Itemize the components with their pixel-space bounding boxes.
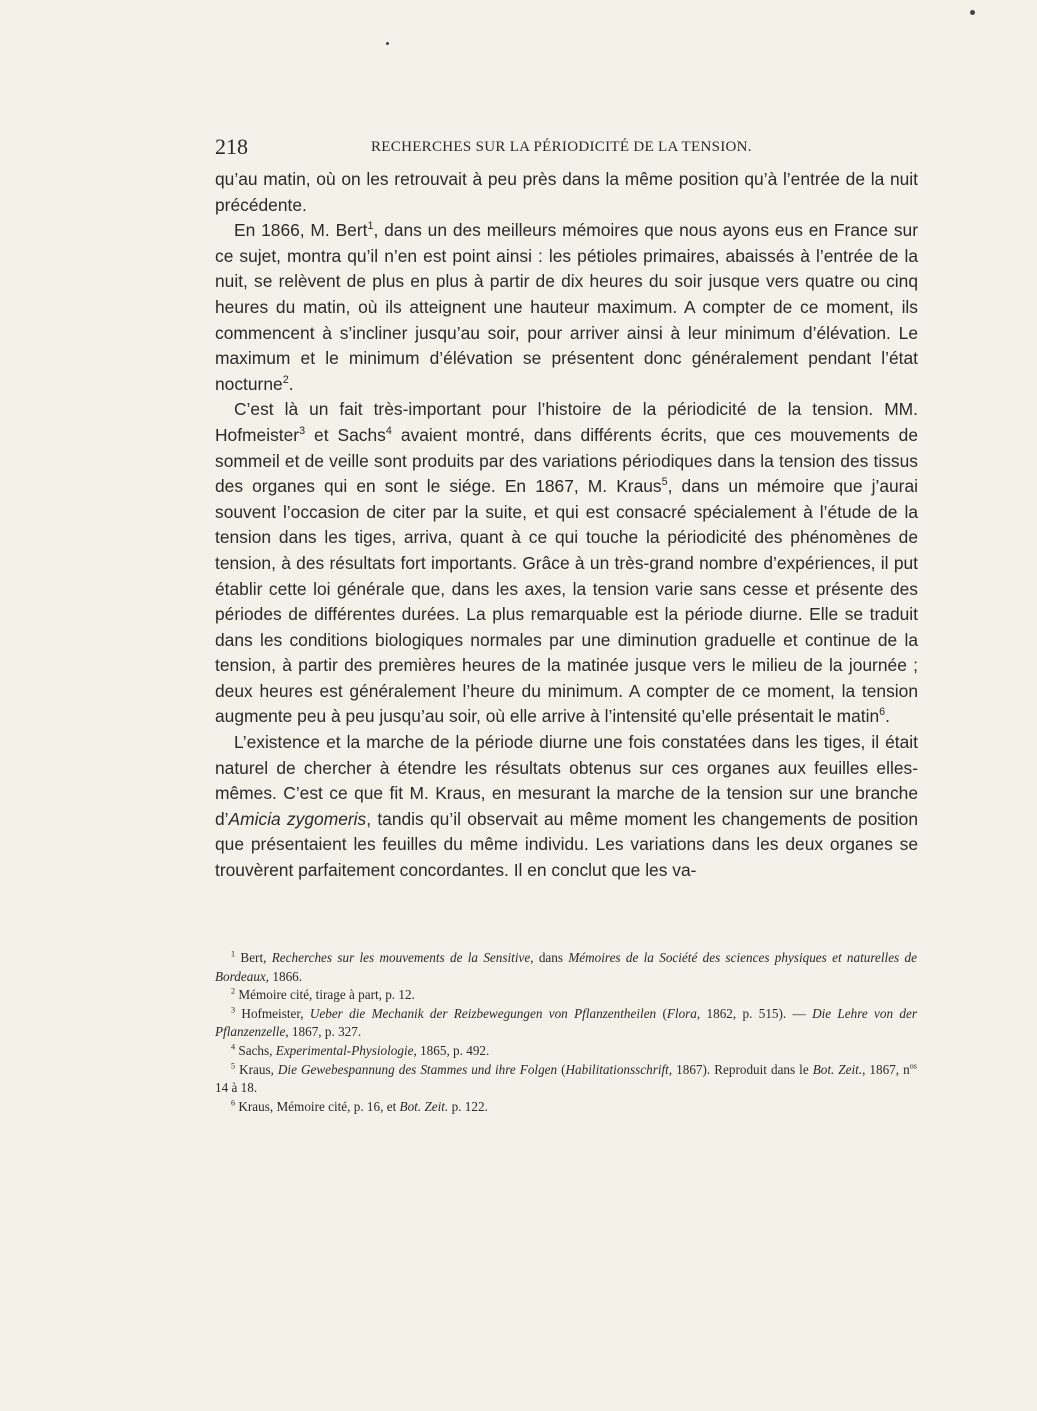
- footnote-mark: 5: [231, 1061, 236, 1071]
- page-number: 218: [215, 134, 248, 159]
- footnote-ref[interactable]: 1: [367, 220, 374, 233]
- paragraph: C’est là un fait très-important pour l’histoire de la périodicité de la tension. MM. Hofmeister$^3$ et Sachs$^4$ avaient montré, dans différents écrits, que ces mouvements de sommeil et de veille sont produits par des variations périodiques dans la tension des tissus des organes qui en sont le siége. En 1867, M. Kraus$^5$, dans un mémoire que j’aurai souvent l’occasion de citer par la suite, et qui est consacré spécialement à l’étude de la tension dans les tiges, arriva, quant à ce qui touche la périodicité des phénomènes de tension, à des résultats fort importants. Grâce à un très-grand nombre d’expériences, il put établir cette loi générale que, dans les axes, la tension varie sans cesse et présente des périodes de différentes durées. La plus remarquable est la période diurne. Elle se traduit dans les conditions biologiques normales par une diminution graduelle et continue de la tension, à partir des premières heures de la matinée jusque vers le milieu de la journée ; deux heures est généralement l’heure du minimum. A compter de ce moment, la tension augmente peu à peu jusqu’au soir, où elle arrive à l’intensité qu’elle présentait le matin$^6$.: [215, 399, 918, 727]
- paragraph: L’existence et la marche de la période diurne une fois constatées dans les tiges, il était naturel de chercher à étendre les résultats obtenus sur ces organes aux feuilles elles-mêmes. C’est ce que fit M. Kraus, en mesurant la marche de la tension sur une branche d’Amicia zygomeris, tandis qu’il observait au même moment les changements de position que présentaient les feuilles du même individu. Les variations dans les deux organes se trouvèrent parfaitement concordantes. Il en conclut que les va-: [215, 732, 918, 881]
- footnote-1: $^1$ Bert, Recherches sur les mouvements de la Sensitive, dans Mémoires de la Société des sciences physiques et naturelles de Bordeaux, 1866.: [215, 949, 917, 984]
- footnotes: [215, 949, 917, 1116]
- paragraph: En 1866, M. Bert$^1$, dans un des meilleurs mémoires que nous ayons eus en France sur ce sujet, montra qu’il n’en est point ainsi : les pétioles primaires, abaissés à l’entrée de la nuit, se relèvent de plus en plus à partir de dix heures du soir jusque vers quatre ou cinq heures du matin, où ils atteignent une hauteur maximum. A compter de ce moment, ils commencent à s’incliner jusqu’au soir, pour arriver ainsi à leur minimum d’élévation. Le maximum et le minimum d’élévation se présentent donc généralement pendant l’état nocturne$^2$.: [215, 220, 919, 394]
- footnote-5: $^5$ Kraus, Die Gewebespannung des Stammes und ihre Folgen (Habilitationsschrift, 1867). Reproduit dans le Bot. Zeit., 1867, $n^{os}$ 14 à 18.: [215, 1061, 917, 1096]
- footnote-6: $^6$ Kraus, Mémoire cité, p. 16, et Bot. Zeit. p. 122.: [231, 1098, 488, 1114]
- footnote-3: $^3$ Hofmeister, Ueber die Mechanik der Reizbewegungen von Pflanzentheilen (Flora, 1862, p. 515). — Die Lehre von der Pflanzenzelle, 1867, p. 327.: [215, 1005, 917, 1040]
- body-text: [215, 167, 918, 884]
- footnote-2: $^2$ Mémoire cité, tirage à part, p. 12.: [231, 986, 415, 1003]
- ink-speck: [386, 42, 389, 45]
- footnote-mark: 3: [231, 1005, 236, 1015]
- footnote-mark: 1: [231, 949, 236, 959]
- footnote-mark: 2: [231, 986, 236, 996]
- footnote-ref[interactable]: 6: [879, 706, 886, 719]
- footnote-mark: 6: [231, 1098, 236, 1108]
- species-name: Amicia zygomeris: [228, 808, 367, 829]
- footnote-mark: 4: [231, 1042, 236, 1052]
- footnote-ref[interactable]: 5: [661, 476, 668, 489]
- footnote-ref[interactable]: 3: [299, 425, 306, 438]
- paragraph: qu’au matin, où on les retrouvait à peu près dans la même position qu’à l’entrée de la nuit précédente.: [215, 169, 918, 215]
- running-title: RECHERCHES SUR LA PÉRIODICITÉ DE LA TENSION.: [371, 139, 752, 155]
- ink-speck: [970, 10, 975, 15]
- running-header: [215, 134, 920, 162]
- footnote-ref[interactable]: 2: [282, 373, 289, 386]
- footnote-4: $^4$ Sachs, Experimental-Physiologie, 1865, p. 492.: [231, 1042, 490, 1058]
- footnote-ref[interactable]: 4: [385, 425, 392, 438]
